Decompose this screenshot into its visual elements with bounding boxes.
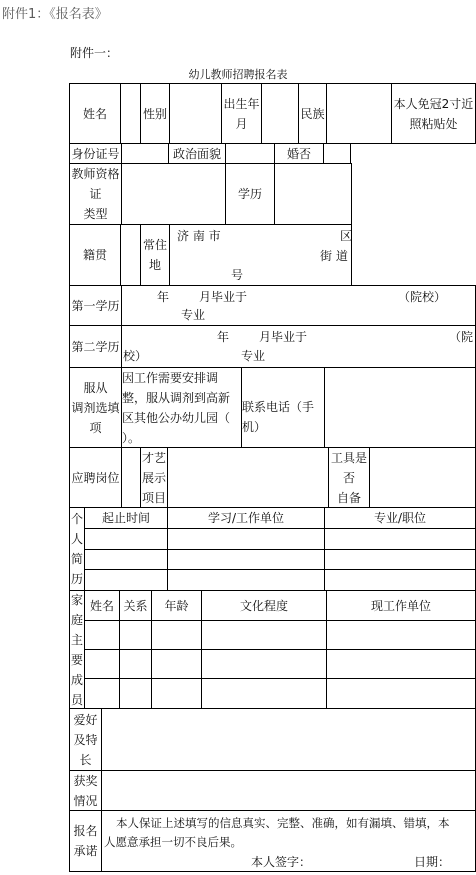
field-origin[interactable] xyxy=(120,224,141,286)
pledge-signature[interactable]: 本人签字： xyxy=(251,855,312,869)
field-phone[interactable] xyxy=(324,367,476,448)
resume-col-title: 专业/职位 xyxy=(324,507,476,529)
family-row-age[interactable] xyxy=(151,678,202,709)
label-tools: 工具是 否 自备 xyxy=(328,447,370,508)
family-col-name: 姓名 xyxy=(84,590,120,621)
label-marital: 婚否 xyxy=(274,143,324,164)
label-education: 学历 xyxy=(225,163,275,225)
family-col-relation: 关系 xyxy=(119,590,152,621)
first-degree-year: 年 xyxy=(157,290,170,304)
field-tools[interactable] xyxy=(369,447,476,508)
second-degree-school-b: 校） xyxy=(123,349,148,363)
resume-row-title[interactable] xyxy=(324,549,476,570)
field-position[interactable] xyxy=(121,447,141,508)
resume-col-time: 起止时间 xyxy=(84,507,168,529)
resume-row-title[interactable] xyxy=(324,528,476,550)
pledge-line-2: 人愿意承担一切不良后果。 xyxy=(104,835,242,849)
family-row-work[interactable] xyxy=(326,678,476,709)
resume-row-time[interactable] xyxy=(84,569,168,591)
label-second-degree: 第二学历 xyxy=(69,325,122,368)
field-ethnic[interactable] xyxy=(326,83,392,144)
adjustment-statement[interactable]: 因工作需要安排调 整，服从调剂到高新 区其他公办幼儿园（ ）。 xyxy=(121,367,242,448)
family-row-name[interactable] xyxy=(84,649,120,679)
field-talent[interactable] xyxy=(167,447,329,508)
form-title: 幼儿教师招聘报名表 xyxy=(188,68,288,81)
label-family: 家 庭 主 要 成 员 xyxy=(69,590,85,709)
pledge-date[interactable]: 日期： xyxy=(414,855,451,869)
resume-row-unit[interactable] xyxy=(167,569,325,591)
family-row-work[interactable] xyxy=(326,649,476,679)
second-degree-month-grad: 月毕业于 xyxy=(259,330,308,344)
address-street: 街 道 xyxy=(320,249,348,263)
attachment-label: 附件1：《报名表》 xyxy=(2,7,108,22)
label-name: 姓名 xyxy=(69,83,121,144)
family-row-work[interactable] xyxy=(326,620,476,650)
attachment-sub: 附件一： xyxy=(70,46,119,60)
family-row-name[interactable] xyxy=(84,620,120,650)
first-degree-major: 专业 xyxy=(181,308,206,322)
label-id-card: 身份证号 xyxy=(69,143,122,164)
second-degree-year: 年 xyxy=(217,330,230,344)
label-talent: 才艺 展示 项目 xyxy=(140,447,168,508)
field-id-card[interactable] xyxy=(121,143,169,164)
family-col-age: 年龄 xyxy=(151,590,202,621)
resume-row-unit[interactable] xyxy=(167,528,325,550)
resume-col-unit: 学习/工作单位 xyxy=(167,507,325,529)
resume-row-unit[interactable] xyxy=(167,549,325,570)
family-row-age[interactable] xyxy=(151,620,202,650)
family-row-relation[interactable] xyxy=(119,620,152,650)
label-origin: 籍贯 xyxy=(69,224,121,286)
resume-row-time[interactable] xyxy=(84,549,168,570)
label-birth: 出生年 月 xyxy=(221,83,262,144)
pledge-line-1: 本人保证上述填写的信息真实、完整、准确，如有漏填、错填，本 xyxy=(116,816,450,830)
photo-area: 本人免冠2寸近 照粘贴处 xyxy=(391,83,476,144)
label-resume: 个 人 简 历 xyxy=(69,507,85,591)
family-row-edu[interactable] xyxy=(201,649,327,679)
address-district: 区 xyxy=(340,229,353,243)
family-col-edu: 文化程度 xyxy=(201,590,327,621)
family-row-name[interactable] xyxy=(84,678,120,709)
first-degree-school: （院校） xyxy=(398,290,447,304)
first-degree-month-grad: 月毕业于 xyxy=(199,290,248,304)
second-degree-school-a: （院 xyxy=(449,330,474,344)
family-row-relation[interactable] xyxy=(119,678,152,709)
field-politics[interactable] xyxy=(225,143,275,164)
field-cert-type[interactable] xyxy=(121,163,226,225)
resume-row-title[interactable] xyxy=(324,569,476,591)
family-row-age[interactable] xyxy=(151,649,202,679)
label-gender: 性别 xyxy=(140,83,170,144)
field-birth[interactable] xyxy=(261,83,299,144)
field-marital[interactable] xyxy=(323,143,351,164)
family-row-relation[interactable] xyxy=(119,649,152,679)
field-education[interactable] xyxy=(274,163,352,225)
resume-row-time[interactable] xyxy=(84,528,168,550)
field-gender[interactable] xyxy=(169,83,222,144)
label-first-degree: 第一学历 xyxy=(69,285,122,326)
label-residence: 常住 地 xyxy=(140,224,170,286)
label-politics: 政治面貌 xyxy=(168,143,226,164)
label-pledge: 报名 承诺 xyxy=(69,810,102,872)
family-col-work: 现工作单位 xyxy=(326,590,476,621)
second-degree-major: 专业 xyxy=(241,349,266,363)
label-ethnic: 民族 xyxy=(298,83,327,144)
label-position: 应聘岗位 xyxy=(69,447,122,508)
family-row-edu[interactable] xyxy=(201,678,327,709)
field-awards[interactable] xyxy=(101,770,476,811)
field-name[interactable] xyxy=(120,83,141,144)
label-phone: 联系电话（手 机） xyxy=(241,367,325,448)
field-hobby[interactable] xyxy=(101,708,476,771)
label-adjustment: 服从 调剂选填 项 xyxy=(69,367,122,448)
label-hobby: 爱好 及特 长 xyxy=(69,708,102,771)
family-row-edu[interactable] xyxy=(201,620,327,650)
address-number: 号 xyxy=(231,268,244,282)
label-cert-type: 教师资格 证 类型 xyxy=(69,163,122,225)
address-city: 济 南 市 xyxy=(177,229,221,243)
label-awards: 获奖 情况 xyxy=(69,770,102,811)
